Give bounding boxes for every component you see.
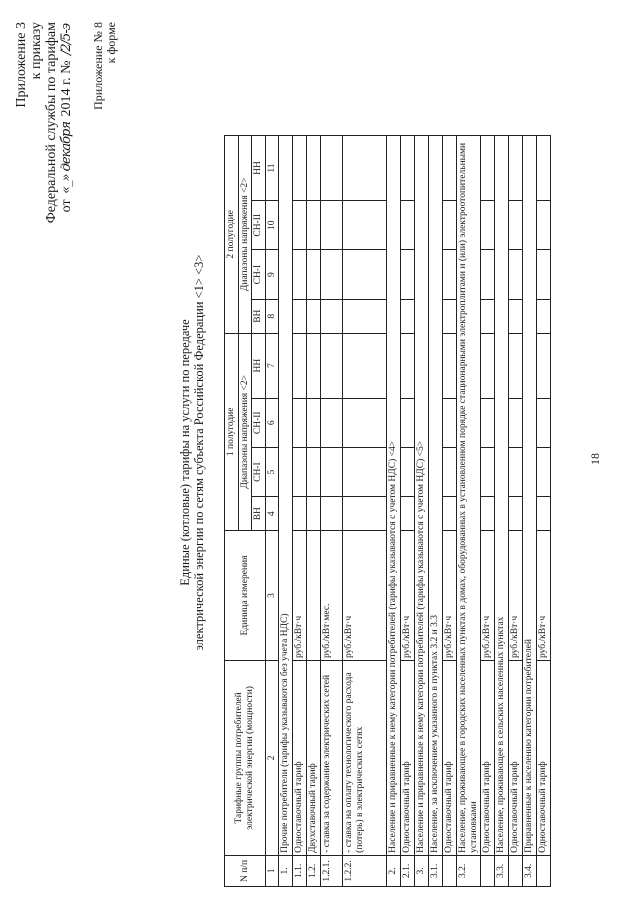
table-row (415, 136, 429, 887)
tariff-value-cell (307, 398, 321, 447)
row-number: 3.4. (523, 855, 537, 886)
tariff-value-cell (509, 136, 523, 201)
appendix-line-1: Приложение 3 (14, 22, 29, 108)
tariff-value-cell (307, 333, 321, 398)
tariff-value-cell (537, 497, 551, 531)
tariff-value-cell (509, 333, 523, 398)
tariff-unit: руб./кВт·ч (293, 531, 307, 661)
col-num: 6 (265, 398, 279, 447)
date-prefix: от (59, 199, 74, 213)
tariff-value-cell (307, 136, 321, 201)
tariff-value-cell (481, 447, 495, 496)
row-number: 3. (415, 855, 429, 886)
tariff-value-cell (321, 398, 343, 447)
col-num: 9 (265, 250, 279, 299)
group-heading: Население, проживающее в городских населенных пунктах в домах, оборудованных в установленном порядке стационарными электроплитами и (или) электроотопительными установками (457, 136, 481, 856)
tariff-value-cell (481, 497, 495, 531)
row-number (443, 855, 457, 886)
row-number: 2. (387, 855, 401, 886)
tariff-value-cell (481, 333, 495, 398)
tariff-unit: руб./кВт·ч (401, 531, 415, 661)
level-sn2-2: СН-II (252, 201, 266, 250)
header-groups: Тарифные группы потребителей электрической энергии (мощности) (225, 660, 266, 855)
col-num: 8 (265, 299, 279, 333)
tariff-unit: руб./кВт·ч (537, 531, 551, 661)
tariff-value-cell (293, 497, 307, 531)
appendix-block (14, 22, 74, 442)
tariff-value-cell (481, 136, 495, 201)
tariff-value-cell (481, 299, 495, 333)
table-row (429, 136, 443, 887)
level-vn-1: ВН (252, 497, 266, 531)
table-row (537, 136, 551, 887)
appendix-date-line (59, 22, 74, 442)
group-heading: Население и приравненные к нему категории потребителей (тарифы указываются с учетом НДС) <4> (387, 136, 401, 856)
level-nn-2: НН (252, 136, 266, 201)
tariff-value-cell (537, 201, 551, 250)
tariff-value-cell (537, 447, 551, 496)
tariff-value-cell (307, 201, 321, 250)
tariff-value-cell (293, 333, 307, 398)
tariff-value-cell (443, 398, 457, 447)
level-nn-1: НН (252, 333, 266, 398)
table-row (387, 136, 401, 887)
tariff-value-cell (343, 333, 387, 398)
row-number: 1.2.1. (321, 855, 343, 886)
group-heading: Население и приравненные к нему категории потребителей (тарифы указываются с учетом НДС) <5> (415, 136, 429, 856)
tariff-value-cell (343, 497, 387, 531)
tariff-value-cell (343, 136, 387, 201)
tariff-value-cell (537, 250, 551, 299)
row-number: 3.3. (495, 855, 509, 886)
form-ref-line-2: к форме (104, 22, 118, 64)
tariff-value-cell (401, 299, 415, 333)
col-num: 4 (265, 497, 279, 531)
row-number: 1.1. (293, 855, 307, 886)
tariff-value-cell (343, 201, 387, 250)
level-sn1-1: СН-I (252, 447, 266, 496)
tariff-value-cell (443, 250, 457, 299)
level-sn2-1: СН-II (252, 398, 266, 447)
handwritten-date: «_» декабря (59, 122, 74, 194)
row-number (537, 855, 551, 886)
tariff-unit: руб./кВт·мес. (321, 531, 343, 661)
tariff-value-cell (293, 136, 307, 201)
form-reference (92, 22, 118, 222)
tariff-value-cell (401, 201, 415, 250)
tariff-value-cell (509, 447, 523, 496)
tariff-value-cell (443, 201, 457, 250)
tariff-value-cell (401, 333, 415, 398)
header-ranges-2: Диапазоны напряжения <2> (238, 136, 252, 334)
header-unit: Единица измерения (225, 531, 266, 661)
tariff-value-cell (401, 447, 415, 496)
tariff-value-cell (343, 398, 387, 447)
tariff-unit: руб./кВт·ч (443, 531, 457, 661)
tariff-value-cell (401, 136, 415, 201)
tariff-value-cell (443, 447, 457, 496)
tariff-name: - ставка за содержание электрических сетей (321, 660, 343, 855)
tariff-name: Одноставочный тариф (509, 660, 523, 855)
row-number: 1.2. (307, 855, 321, 886)
tariff-value-cell (443, 497, 457, 531)
group-heading: Население, проживающее в сельских населенных пунктах (495, 136, 509, 856)
tariff-value-cell (321, 201, 343, 250)
document-title (178, 160, 206, 745)
column-number-row (265, 136, 279, 887)
tariff-unit (307, 531, 321, 661)
table-row (293, 136, 307, 887)
tariff-value-cell (537, 333, 551, 398)
table-row (321, 136, 343, 887)
tariff-value-cell (293, 299, 307, 333)
tariff-name: Одноставочный тариф (443, 660, 457, 855)
row-number: 3.1. (429, 855, 443, 886)
tariff-name: Одноставочный тариф (481, 660, 495, 855)
row-number (481, 855, 495, 886)
row-number: 2.1. (401, 855, 415, 886)
col-num: 5 (265, 447, 279, 496)
table-row (307, 136, 321, 887)
col-num: 1 (265, 855, 279, 886)
handwritten-number: /2/5-э (59, 24, 74, 55)
tariff-value-cell (307, 497, 321, 531)
header-half-2: 2 полугодие (225, 136, 239, 334)
col-num: 10 (265, 201, 279, 250)
tariff-name: Одноставочный тариф (293, 660, 307, 855)
tariff-value-cell (307, 299, 321, 333)
tariff-value-cell (509, 497, 523, 531)
tariff-value-cell (293, 398, 307, 447)
tariff-name: Одноставочный тариф (537, 660, 551, 855)
tariff-value-cell (321, 136, 343, 201)
appendix-line-3: Федеральной службы по тарифам (44, 22, 59, 224)
col-num: 11 (265, 136, 279, 201)
tariff-value-cell (443, 136, 457, 201)
level-vn-2: ВН (252, 299, 266, 333)
tariff-value-cell (509, 398, 523, 447)
col-num: 7 (265, 333, 279, 398)
table-row (495, 136, 509, 887)
number-label: № (59, 60, 74, 74)
row-number (509, 855, 523, 886)
tariff-value-cell (343, 250, 387, 299)
tariff-name: Двухставочный тариф (307, 660, 321, 855)
tariff-value-cell (537, 299, 551, 333)
tariff-value-cell (443, 333, 457, 398)
tariff-value-cell (321, 250, 343, 299)
tariff-name: - ставка на оплату технологического расхода (потерь) в электрических сетях (343, 660, 387, 855)
row-number: 1. (279, 855, 293, 886)
table-row (457, 136, 481, 887)
group-heading: Прочие потребители (тарифы указываются без учета НДС) (279, 136, 293, 856)
tariff-value-cell (401, 497, 415, 531)
title-line-1: Единые (котловые) тарифы на услуги по передаче (178, 319, 192, 586)
tariff-value-cell (443, 299, 457, 333)
page-number: 18 (588, 453, 602, 465)
form-ref-line-1: Приложение № 8 (91, 22, 105, 110)
tariff-value-cell (293, 447, 307, 496)
tariff-value-cell (307, 250, 321, 299)
tariff-value-cell (537, 398, 551, 447)
table-row (481, 136, 495, 887)
header-half-1: 1 полугодие (225, 333, 239, 531)
date-year: 2014 г. (59, 77, 74, 117)
tariff-value-cell (481, 250, 495, 299)
tariff-value-cell (343, 299, 387, 333)
tariff-value-cell (509, 201, 523, 250)
tariff-unit: руб./кВт·ч (481, 531, 495, 661)
table-row (279, 136, 293, 887)
tariff-value-cell (293, 201, 307, 250)
header-num: N п/п (225, 855, 266, 886)
table-row (523, 136, 537, 887)
group-heading: Приравненные к населению категории потребителей (523, 136, 537, 856)
tariff-table (224, 135, 551, 887)
tariff-value-cell (343, 447, 387, 496)
header-ranges-1: Диапазоны напряжения <2> (238, 333, 252, 531)
tariff-value-cell (537, 136, 551, 201)
col-num: 2 (265, 660, 279, 855)
tariff-value-cell (321, 447, 343, 496)
tariff-unit: руб./кВт·ч (343, 531, 387, 661)
tariff-value-cell (307, 447, 321, 496)
tariff-value-cell (293, 250, 307, 299)
tariff-value-cell (509, 299, 523, 333)
tariff-value-cell (401, 250, 415, 299)
tariff-unit: руб./кВт·ч (509, 531, 523, 661)
table-row (509, 136, 523, 887)
tariff-name: Одноставочный тариф (401, 660, 415, 855)
tariff-value-cell (321, 333, 343, 398)
tariff-value-cell (481, 398, 495, 447)
tariff-value-cell (401, 398, 415, 447)
table-row (343, 136, 387, 887)
level-sn1-2: СН-I (252, 250, 266, 299)
tariff-value-cell (481, 201, 495, 250)
appendix-line-2: к приказу (29, 22, 44, 80)
table-row (443, 136, 457, 887)
table-row (401, 136, 415, 887)
row-number: 1.2.2. (343, 855, 387, 886)
col-num: 3 (265, 531, 279, 661)
title-line-2: электрической энергии по сетям субъекта Российской Федерации <1> <3> (192, 254, 206, 651)
group-heading: Население, за исключением указанного в пунктах 3.2 и 3.3 (429, 136, 443, 856)
row-number: 3.2. (457, 855, 481, 886)
tariff-value-cell (321, 497, 343, 531)
tariff-value-cell (321, 299, 343, 333)
tariff-value-cell (509, 250, 523, 299)
